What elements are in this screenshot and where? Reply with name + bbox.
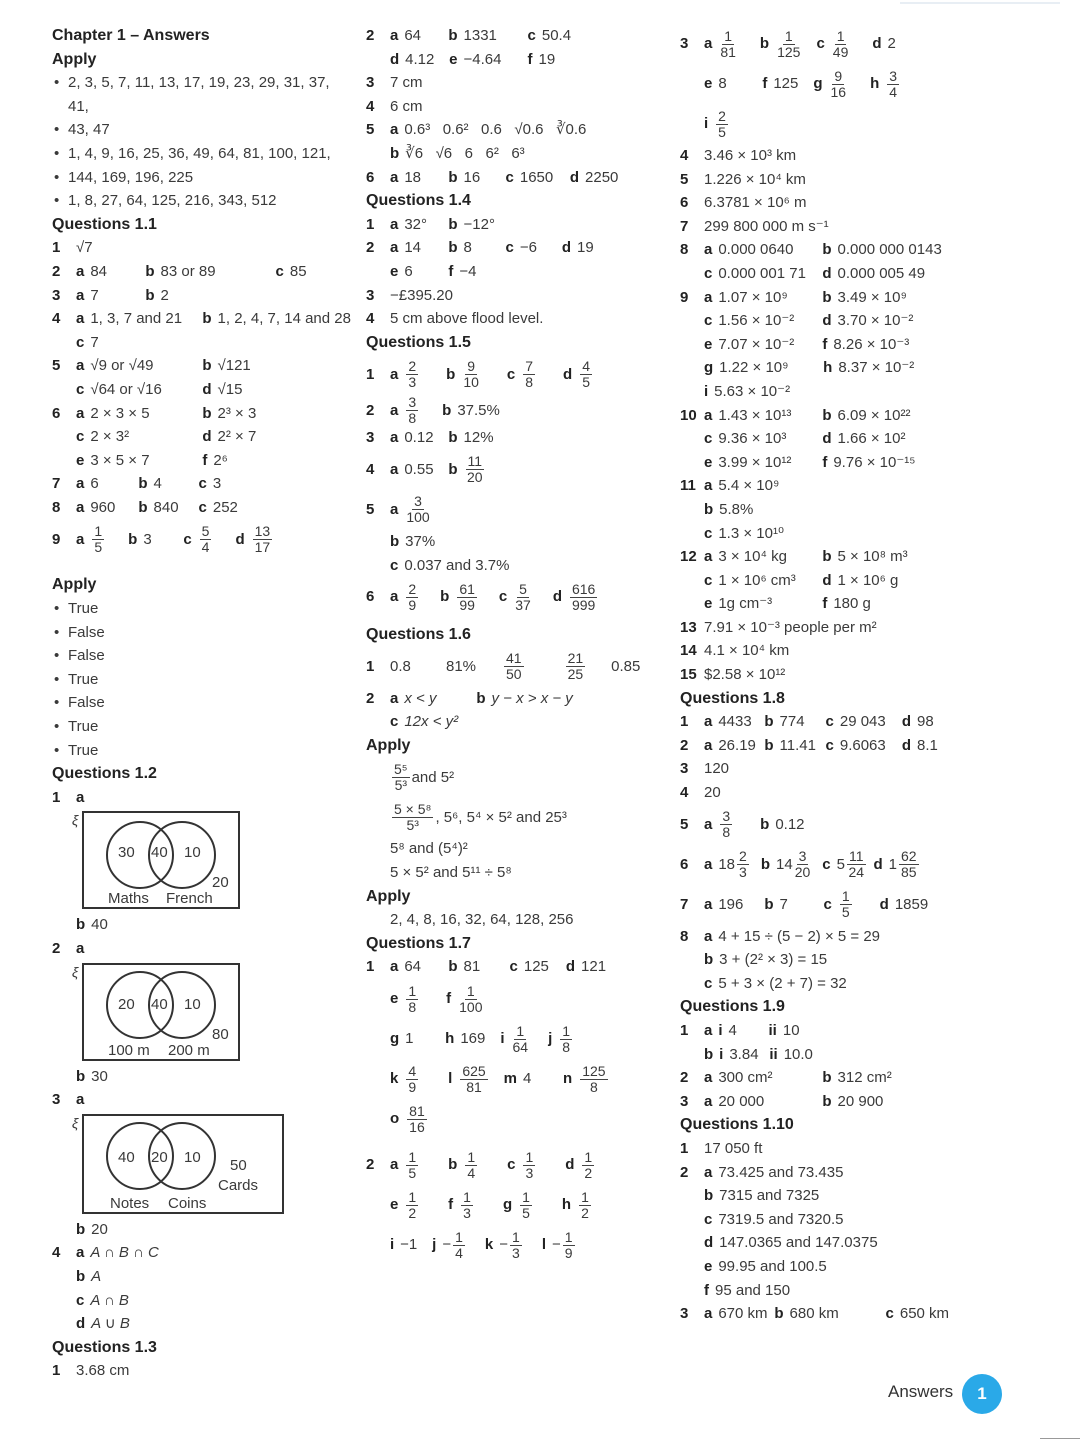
bottom-rule — [1040, 1438, 1080, 1439]
q11-heading: Questions 1.1 — [52, 215, 157, 233]
q18-row-8c: c 5 + 3 × (2 + 7) = 32 — [704, 974, 847, 992]
q12-heading: Questions 1.2 — [52, 765, 157, 783]
q11-4c: 7 — [90, 333, 99, 351]
q11-9a: $\frac{1}{5}$ — [94, 522, 103, 555]
venn2-outside: 80 — [212, 1025, 229, 1043]
q12-2b: b 30 — [76, 1067, 108, 1085]
q14b-row-8c: c 0.000 001 71 d 0.000 005 49 — [704, 264, 926, 282]
q16-row-2: 2 a x < y b y − x > x − y — [366, 689, 573, 707]
apply4-heading: Apply — [366, 887, 411, 905]
q11-7c: 3 — [212, 475, 222, 493]
venn-diagram-3 — [72, 1114, 284, 1214]
q17-row-1e: e $\frac{1}{8}$ f $\frac{1}{100}$ — [390, 982, 483, 1015]
q11-row-3: 3 a 7 b 2 — [52, 284, 352, 308]
q14b-row-15: 15 $2.58 × 10¹² — [680, 666, 786, 684]
q11-6a: 2 × 3 × 5 — [90, 404, 150, 422]
q14b-row-6: 6 6.3781 × 10⁶ m — [680, 194, 807, 212]
q11-9b: 3 — [143, 530, 152, 548]
q15-row-5c: c 0.037 and 3.7% — [390, 556, 510, 574]
apply3-3: 5⁸ and (5⁴)² — [390, 840, 468, 858]
q17-row-1: 1 a 64 b 81 c 125 d 121 — [366, 958, 607, 976]
q110-row-2f: f 95 and 150 — [704, 1281, 791, 1299]
q12-3a-label: 3 a — [52, 1091, 85, 1109]
q11-7b: 4 — [153, 475, 162, 493]
q15-row-1: 1 a $\frac{2}{3}$ b $\frac{9}{10}$ c $\frac{7}{8}$ d $\frac{4}{5}$ — [366, 357, 590, 390]
tf-7: • True — [52, 739, 352, 763]
q15-heading: Questions 1.5 — [366, 333, 471, 351]
tf-4: • True — [52, 668, 352, 692]
bullet-primes: • 2, 3, 5, 7, 11, 13, 17, 19, 23, 29, 31, 37, 41, — [52, 71, 352, 118]
q110-row-1: 1 17 050 ft — [680, 1139, 763, 1157]
q14b-row-12: 12 a 3 × 10⁴ kg b 5 × 10⁸ m³ — [680, 548, 908, 566]
q14b-row-12e: e 1g cm⁻³ f 180 g — [704, 595, 871, 613]
bullet-primes-cont: • 43, 47 — [52, 118, 352, 142]
top-rule — [900, 2, 1060, 4]
q18-row-1: 1 a 4433 b 774 c 29 043 d 98 — [680, 713, 934, 731]
q18-row-7: 7 a 196 b 7 c $\frac{1}{5}$ d 1859 — [680, 888, 929, 921]
q13-row-2d: d 4.12 e −4.64 f 19 — [390, 50, 556, 68]
q11-row-6: 6 a 2 × 3 × 5 b 2³ × 3 — [52, 402, 352, 426]
q11-row-4c: c 7 — [52, 331, 352, 355]
q12-1a-label: 1 a — [52, 788, 85, 806]
q11-row-7: 7 a 6 b 4 c 3 — [52, 472, 352, 496]
tf-5: • False — [52, 691, 352, 715]
q14b-row-11b: b 5.8% — [704, 500, 754, 518]
q14b-row-8: 8 a 0.000 0640 b 0.000 000 0143 — [680, 241, 942, 259]
q15-row-5b: b 37% — [390, 532, 436, 550]
venn3-left: 40 — [118, 1148, 135, 1166]
q14b-row-9i: i 5.63 × 10⁻² — [704, 382, 791, 400]
q14b-row-9e: e 7.07 × 10⁻² f 8.26 × 10⁻³ — [704, 335, 910, 353]
q16-row-1: 1 0.8 81% $\frac{41}{50}$ $\frac{21}{25}$ 0.85 — [366, 650, 641, 683]
venn-diagram-2 — [72, 963, 240, 1061]
q19-row-1b: b i 3.84 ii 10.0 — [704, 1045, 813, 1063]
venn2-left: 20 — [118, 995, 135, 1013]
q14b-row-9c: c 1.56 × 10⁻² d 3.70 × 10⁻² — [704, 312, 914, 330]
q11-row-2: 2 a 84 b 83 or 89 c 85 — [52, 260, 352, 284]
q14-row-3: 3 −£395.20 — [366, 286, 453, 304]
q18-row-2: 2 a 26.19 b 11.41 c 9.6063 d 8.1 — [680, 736, 938, 754]
q19-row-3: 3 a 20 000 b 20 900 — [680, 1092, 884, 1110]
venn-diagram-1 — [72, 811, 240, 909]
q15-row-5: 5 a $\frac{3}{100}$ — [366, 493, 430, 526]
venn2-right: 10 — [184, 995, 201, 1013]
apply-heading: Apply — [52, 50, 97, 68]
q12-4a: 4 a A ∩ B ∩ C — [52, 1244, 159, 1262]
q14b-row-3i: i $\frac{2}{5}$ — [704, 107, 726, 140]
q110-row-2d: d 147.0365 and 147.0375 — [704, 1234, 878, 1252]
q16-row-2c: c 12x < y² — [390, 713, 459, 731]
q12-3b: b 20 — [76, 1220, 108, 1238]
page-number-badge: 1 — [962, 1374, 1002, 1414]
q18-row-8b: b 3 + (2² × 3) = 15 — [704, 951, 828, 969]
q15-row-2: 2 a $\frac{3}{8}$ b 37.5% — [366, 393, 500, 426]
q14b-row-9g: g 1.22 × 10⁹ h 8.37 × 10⁻² — [704, 359, 915, 377]
q14b-row-10c: c 9.36 × 10³ d 1.66 × 10² — [704, 430, 906, 448]
q14b-row-5: 5 1.226 × 10⁴ km — [680, 170, 806, 188]
venn3-label-notes: Notes — [110, 1194, 150, 1212]
tf-3: • False — [52, 644, 352, 668]
q11-6d: 2² × 7 — [217, 428, 257, 446]
q11-2a: 84 — [90, 262, 108, 280]
venn3-label-coins: Coins — [168, 1194, 207, 1212]
q11-6e: 3 × 5 × 7 — [90, 451, 150, 469]
q14b-row-13: 13 7.91 × 10⁻³ people per m² — [680, 618, 877, 636]
q13-row-5b: b ∛6 √6 6 6² 6³ — [390, 144, 525, 162]
column-2 — [366, 24, 666, 1265]
q110-row-2b: b 7315 and 7325 — [704, 1187, 820, 1205]
q11-row-9: 9 a $\frac{1}{5}$ b 3 c $\frac{5}{4}$ d $\frac{13}{17}$ — [52, 522, 271, 555]
q11-7a: 6 — [90, 475, 99, 493]
q14b-row-11: 11 a 5.4 × 10⁹ — [680, 477, 780, 495]
xi-symbol: ξ — [72, 1114, 79, 1131]
q14b-row-9: 9 a 1.07 × 10⁹ b 3.49 × 10⁹ — [680, 288, 907, 306]
q11-row-5c: c √64 or √16 d √15 — [52, 378, 352, 402]
venn1-label-maths: Maths — [108, 890, 149, 908]
q11-6b: 2³ × 3 — [217, 404, 257, 422]
apply3-heading: Apply — [366, 736, 411, 754]
q13-row-6: 6 a 18 b 16 c 1650 d 2250 — [366, 168, 619, 186]
q18-row-5: 5 a $\frac{3}{8}$ b 0.12 — [680, 808, 805, 841]
venn3-right: 10 — [184, 1148, 201, 1166]
q12-4b: b A — [76, 1267, 102, 1285]
venn1-mid: 40 — [151, 844, 168, 862]
q14-heading: Questions 1.4 — [366, 192, 471, 210]
column-3 — [680, 24, 1060, 1326]
venn1-outside: 20 — [212, 874, 229, 892]
q11-row-6e: e 3 × 5 × 7 f 2⁶ — [52, 449, 352, 473]
q11-5d: √15 — [217, 380, 243, 398]
q14-row-1: 1 a 32° b −12° — [366, 215, 495, 233]
q18-row-6: 6 a 18 $\frac{2}{3}$ b 14 $\frac{3}{20}$ c 5 $\frac{11}{24}$ d 1 $\frac{62}{85}$ — [680, 848, 917, 881]
q110-row-3: 3 a 670 km b 680 km c 650 km — [680, 1305, 950, 1323]
q11-6c: 2 × 3² — [90, 428, 130, 446]
q14b-row-3e: e 8 f 125 g $\frac{9}{16}$ h $\frac{3}{4}$ — [704, 67, 898, 100]
q17-row-1o: o $\frac{81}{16}$ — [390, 1102, 425, 1135]
column-1 — [52, 24, 352, 1383]
q11-1-answer: √7 — [76, 239, 93, 257]
footer-label: Answers — [888, 1382, 954, 1401]
q110-row-2c: c 7319.5 and 7320.5 — [704, 1210, 844, 1228]
q11-5b: √121 — [217, 357, 251, 375]
q13-row-5: 5 a 0.6³ 0.6² 0.6 √0.6 ∛0.6 — [366, 121, 587, 139]
q13-heading: Questions 1.3 — [52, 1338, 157, 1356]
q11-9c: $\frac{5}{4}$ — [201, 522, 210, 555]
q11-row-8: 8 a 960 b 840 c 252 — [52, 496, 352, 520]
q13-row-3: 3 7 cm — [366, 74, 423, 92]
q12-4d: d A ∪ B — [76, 1315, 130, 1333]
q11-3a: 7 — [90, 286, 99, 304]
q15-row-3: 3 a 0.12 b 12% — [366, 429, 494, 447]
xi-symbol: ξ — [72, 963, 79, 980]
q13-row-2: 2 a 64 b 1331 c 50.4 — [366, 27, 572, 44]
venn3-outside: 50 — [230, 1156, 247, 1174]
apply4-1: 2, 4, 8, 16, 32, 64, 128, 256 — [390, 911, 574, 929]
q14-row-2: 2 a 14 b 8 c −6 d 19 — [366, 239, 594, 257]
q14b-row-7: 7 299 800 000 m s⁻¹ — [680, 217, 829, 235]
q18-row-3: 3 120 — [680, 760, 730, 778]
q18-row-8: 8 a 4 + 15 ÷ (5 − 2) × 5 = 29 — [680, 927, 881, 945]
q17-row-2a: 2 a $\frac{1}{5}$ b $\frac{1}{4}$ c $\frac{1}{3}$ d $\frac{1}{2}$ — [366, 1148, 593, 1181]
q13-row-1: 1 3.68 cm — [52, 1362, 130, 1380]
q16-heading: Questions 1.6 — [366, 626, 471, 644]
q14b-row-11c: c 1.3 × 10¹⁰ — [704, 524, 784, 542]
q110-heading: Questions 1.10 — [680, 1116, 794, 1134]
q17-row-1k: k $\frac{4}{9}$ l $\frac{625}{81}$ m 4 n $\frac{125}{8}$ — [390, 1062, 606, 1095]
tf-6: • True — [52, 715, 352, 739]
q110-row-2: 2 a 73.425 and 73.435 — [680, 1163, 844, 1181]
q14b-row-12c: c 1 × 10⁶ cm³ d 1 × 10⁶ g — [704, 571, 899, 589]
q17-row-2i: i −1 j − $\frac{1}{4}$ k − $\frac{1}{3}$ l − $\frac{1}{9}$ — [390, 1228, 573, 1261]
tf-2: • False — [52, 621, 352, 645]
q13-row-4: 4 6 cm — [366, 97, 423, 115]
q11-5a: √9 or √49 — [90, 357, 154, 375]
venn2-mid: 40 — [151, 995, 168, 1013]
tf-1: • True — [52, 597, 352, 621]
q18-row-4: 4 20 — [680, 784, 721, 802]
q11-6f: 2⁶ — [213, 451, 228, 469]
q15-row-6: 6 a $\frac{2}{9}$ b $\frac{61}{99}$ c $\frac{5}{37}$ d $\frac{616}{999}$ — [366, 580, 596, 613]
q19-row-2: 2 a 300 cm² b 312 cm² — [680, 1069, 892, 1087]
bullet-squares: • 1, 4, 9, 16, 25, 36, 49, 64, 81, 100, 121, — [52, 142, 352, 166]
q14-row-2e: e 6 f −4 — [390, 262, 477, 280]
q11-2c: 85 — [289, 262, 307, 280]
q12-2a-label: 2 a — [52, 940, 85, 957]
apply3-2: $\frac{\text{5 × 5⁸}}{\text{5³}}$ , 5⁶, 5⁴ × 5² and 25³ — [394, 800, 567, 833]
apply2-heading: Apply — [52, 576, 97, 594]
q14b-row-10: 10 a 1.43 × 10¹³ b 6.09 × 10²² — [680, 406, 911, 424]
apply3-1: $\frac{\text{5⁵}}{\text{5³}}$ and 5² — [394, 760, 455, 793]
q11-row-5: 5 a √9 or √49 b √121 — [52, 354, 352, 378]
venn2-label-200m: 200 m — [168, 1041, 210, 1059]
venn3-mid: 20 — [151, 1148, 168, 1166]
q11-9d: $\frac{13}{17}$ — [254, 522, 271, 555]
q11-8b: 840 — [153, 498, 179, 516]
bullet-squares-cont: • 144, 169, 196, 225 — [52, 166, 352, 190]
xi-symbol: ξ — [72, 812, 79, 829]
venn3-label-cards: Cards — [218, 1176, 259, 1194]
venn2-label-100m: 100 m — [108, 1041, 150, 1059]
q11-4b: 1, 2, 4, 7, 14 and 28 — [217, 310, 351, 328]
q19-row-1: 1 a i 4 ii 10 — [680, 1022, 800, 1039]
q11-2b: 83 or 89 — [160, 262, 216, 280]
venn1-label-french: French — [166, 890, 213, 908]
q14b-row-10e: e 3.99 × 10¹² f 9.76 × 10⁻¹⁵ — [704, 453, 916, 471]
q11-row-6c: c 2 × 3² d 2² × 7 — [52, 425, 352, 449]
bullet-cubes: • 1, 8, 27, 64, 125, 216, 343, 512 — [52, 189, 352, 213]
q11-row-4: 4 a 1, 3, 7 and 21 b 1, 2, 4, 7, 14 and 28 — [52, 307, 352, 331]
q11-8c: 252 — [212, 498, 238, 516]
q11-3b: 2 — [160, 286, 169, 304]
q17-row-2e: e $\frac{1}{2}$ f $\frac{1}{3}$ g $\frac{1}{5}$ h $\frac{1}{2}$ — [390, 1188, 589, 1221]
q14b-row-14: 14 4.1 × 10⁴ km — [680, 642, 790, 660]
q12-4c: c A ∩ B — [76, 1291, 129, 1309]
venn1-left: 30 — [118, 844, 135, 862]
venn1-right: 10 — [184, 844, 201, 862]
q11-4a: 1, 3, 7 and 21 — [90, 310, 183, 328]
q14b-row-3a: 3 a $\frac{1}{81}$ b $\frac{1}{125}$ c $\frac{1}{49}$ d 2 — [680, 27, 896, 60]
q14-row-4: 4 5 cm above flood level. — [366, 310, 544, 328]
q11-5c: √64 or √16 — [90, 380, 162, 398]
q15-row-4: 4 a 0.55 b $\frac{11}{20}$ — [366, 453, 483, 486]
q18-heading: Questions 1.8 — [680, 689, 785, 707]
q17-heading: Questions 1.7 — [366, 934, 471, 952]
q14b-row-4: 4 3.46 × 10³ km — [680, 147, 797, 164]
q12-1b: b 40 — [76, 916, 108, 934]
apply3-4: 5 × 5² and 5¹¹ ÷ 5⁸ — [390, 864, 512, 882]
q110-row-2e: e 99.95 and 100.5 — [704, 1257, 827, 1275]
q19-heading: Questions 1.9 — [680, 998, 785, 1016]
q17-row-1g: g 1 h 169 i $\frac{1}{64}$ j $\frac{1}{8}$ — [390, 1022, 571, 1055]
q11-row-1: 1 √7 — [52, 236, 352, 260]
chapter-title: Chapter 1 – Answers — [52, 27, 210, 44]
q11-8a: 960 — [90, 498, 116, 516]
